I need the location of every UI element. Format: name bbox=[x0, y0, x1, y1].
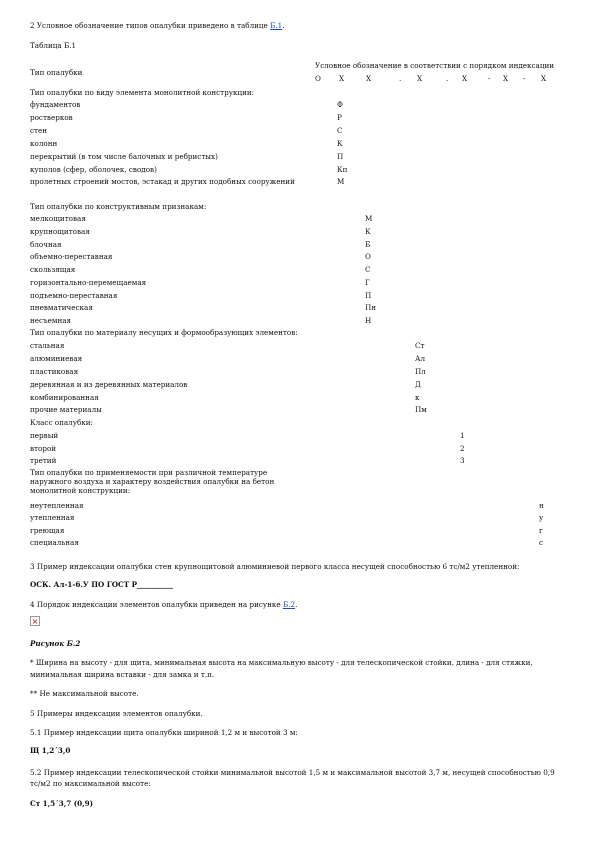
row-code: Ал bbox=[415, 354, 426, 363]
code-char: О bbox=[315, 74, 321, 83]
row-code: Кп bbox=[337, 165, 348, 174]
row-label: фундаментов bbox=[30, 100, 81, 109]
paragraph-3: 3 Пример индексации опалубки стен крупнощитовой алюминиевой первого класса несущей способностью 6 тс/м2 утепленной: bbox=[30, 562, 520, 571]
row-label: алюминиевая bbox=[30, 354, 83, 363]
group-title: Тип опалубки по материалу несущих и формообразующих элементов: bbox=[30, 328, 298, 337]
row-code: М bbox=[365, 214, 373, 223]
row-label: второй bbox=[30, 444, 57, 453]
row-label: пластиковая bbox=[30, 367, 79, 376]
code-char: - bbox=[488, 74, 491, 83]
row-code: Ф bbox=[337, 100, 343, 109]
row-code: П bbox=[365, 291, 372, 300]
row-label: крупнощитовая bbox=[30, 227, 90, 236]
row-label: греющая bbox=[30, 526, 65, 535]
row-code: Н bbox=[365, 316, 372, 325]
row-code: С bbox=[337, 126, 343, 135]
row-label: третий bbox=[30, 456, 57, 465]
table-caption: Таблица Б.1 bbox=[30, 41, 77, 50]
row-code: Г bbox=[365, 278, 370, 287]
broken-image-icon: × bbox=[31, 617, 39, 626]
row-code: у bbox=[539, 513, 544, 522]
row-code: Б bbox=[365, 240, 371, 249]
code-char: . bbox=[446, 74, 449, 83]
prop-index-code: Ст 1,5´3,7 (0,9) bbox=[30, 799, 94, 808]
row-code: М bbox=[337, 177, 345, 186]
row-label: комбинированная bbox=[30, 393, 99, 402]
header-indexing: Условное обозначение в соответствии с порядком индексации bbox=[315, 61, 555, 70]
row-label: стальная bbox=[30, 341, 65, 350]
note-1-line: * Ширина на высоту - для щита, минимальная высота на максимальную высоту - для телескопической стойки, длина - для стяжки, bbox=[30, 658, 533, 667]
row-code: с bbox=[539, 538, 544, 547]
row-label: перекрытий (в том числе балочных и ребристых) bbox=[30, 152, 218, 161]
code-char: Х bbox=[339, 74, 345, 83]
row-code: г bbox=[539, 526, 543, 535]
code-char: Х bbox=[462, 74, 468, 83]
note-2: ** Не максимальной высоте. bbox=[30, 689, 139, 698]
paragraph-5-2-line: тс/м2 по максимальной высоте: bbox=[30, 779, 151, 788]
row-code: 3 bbox=[460, 456, 465, 465]
row-code: Пм bbox=[415, 405, 427, 414]
row-label: мелкощитовая bbox=[30, 214, 86, 223]
row-code: 1 bbox=[460, 431, 465, 440]
header-codes bbox=[315, 74, 547, 83]
row-code: Пл bbox=[415, 367, 426, 376]
row-label: скользящая bbox=[30, 265, 76, 274]
row-label: блочная bbox=[30, 240, 62, 249]
code-char: Х bbox=[503, 74, 509, 83]
row-label: ростверков bbox=[30, 113, 73, 122]
paragraph-2 bbox=[30, 21, 285, 30]
table-b1-link[interactable]: Б.1 bbox=[270, 21, 283, 30]
code-char: . bbox=[399, 74, 402, 83]
group-title-line: наружного воздуха и характеру воздействия опалубки на бетон bbox=[30, 477, 275, 486]
code-char: Х bbox=[417, 74, 423, 83]
row-label: пролетных строений мостов, эстакад и других подобных сооружений bbox=[30, 177, 295, 186]
row-label: стен bbox=[30, 126, 48, 135]
row-code: Ст bbox=[415, 341, 425, 350]
group-title-line: монолитной конструкции: bbox=[30, 486, 131, 495]
code-char: Х bbox=[541, 74, 547, 83]
row-code: 2 bbox=[460, 444, 465, 453]
row-code: Р bbox=[337, 113, 342, 122]
row-label: утепленная bbox=[30, 513, 75, 522]
row-label: специальная bbox=[30, 538, 79, 547]
row-label: неутепленная bbox=[30, 501, 84, 510]
group-title: Тип опалубки по виду элемента монолитной конструкции: bbox=[30, 88, 255, 97]
paragraph-2-tail: . bbox=[282, 21, 285, 30]
row-label: горизонтально-перемещаемая bbox=[30, 278, 147, 287]
row-label: деревянная и из деревянных материалов bbox=[30, 380, 188, 389]
row-label: первый bbox=[30, 431, 59, 440]
figure-caption: Рисунок Б.2 bbox=[30, 639, 81, 648]
code-char: Х bbox=[366, 74, 372, 83]
shield-index-code: Щ 1,2´3,0 bbox=[30, 746, 71, 755]
paragraph-5-2-line: 5.2 Пример индексации телескопической стойки минимальной высотой 1,5 м и максимальной высотой 3,7 м, несущей способностью 0,9 bbox=[30, 768, 555, 777]
row-code: Пн bbox=[365, 303, 377, 312]
row-code: О bbox=[365, 252, 371, 261]
row-code: С bbox=[365, 265, 371, 274]
figure-b2-link[interactable]: Б.2 bbox=[282, 600, 296, 609]
group-title-line: Тип опалубки по применяемости при различной температуре bbox=[30, 468, 268, 477]
row-label: несъемная bbox=[30, 316, 72, 325]
code-char: - bbox=[523, 74, 526, 83]
paragraph-4-tail: . bbox=[295, 600, 298, 609]
group-title: Класс опалубки: bbox=[30, 418, 93, 427]
row-label: куполов (сфер, оболочек, сводов) bbox=[30, 165, 157, 174]
row-label: подъемно-переставная bbox=[30, 291, 118, 300]
row-code: к bbox=[415, 393, 420, 402]
row-code: К bbox=[365, 227, 371, 236]
row-code: П bbox=[337, 152, 344, 161]
row-code: Д bbox=[415, 380, 421, 389]
paragraph-5-1: 5.1 Пример индексации щита опалубки шириной 1,2 м и высотой 3 м: bbox=[30, 728, 298, 737]
paragraph-4-text: 4 Порядок индексации элементов опалубки приведен на рисунке bbox=[30, 600, 283, 609]
row-label: пневматическая bbox=[30, 303, 93, 312]
header-type: Тип опалубки bbox=[30, 68, 83, 77]
row-label: прочие материалы bbox=[30, 405, 102, 414]
row-code: К bbox=[337, 139, 343, 148]
row-code: н bbox=[539, 501, 544, 510]
paragraph-4 bbox=[30, 600, 297, 609]
paragraph-5: 5 Примеры индексации элементов опалубки. bbox=[30, 709, 203, 718]
row-label: объемно-переставная bbox=[30, 252, 113, 261]
group-title: Тип опалубки по конструктивным признакам: bbox=[30, 202, 207, 211]
paragraph-2-text: 2 Условное обозначение типов опалубки приведено в таблице bbox=[30, 21, 271, 30]
note-1-line: минимальная ширина вставки - для замка и т.п. bbox=[30, 670, 215, 679]
index-example-code: ОСК. Ал-1-6.У ПО ГОСТ Р__________ bbox=[30, 580, 173, 589]
row-label: колонн bbox=[30, 139, 58, 148]
